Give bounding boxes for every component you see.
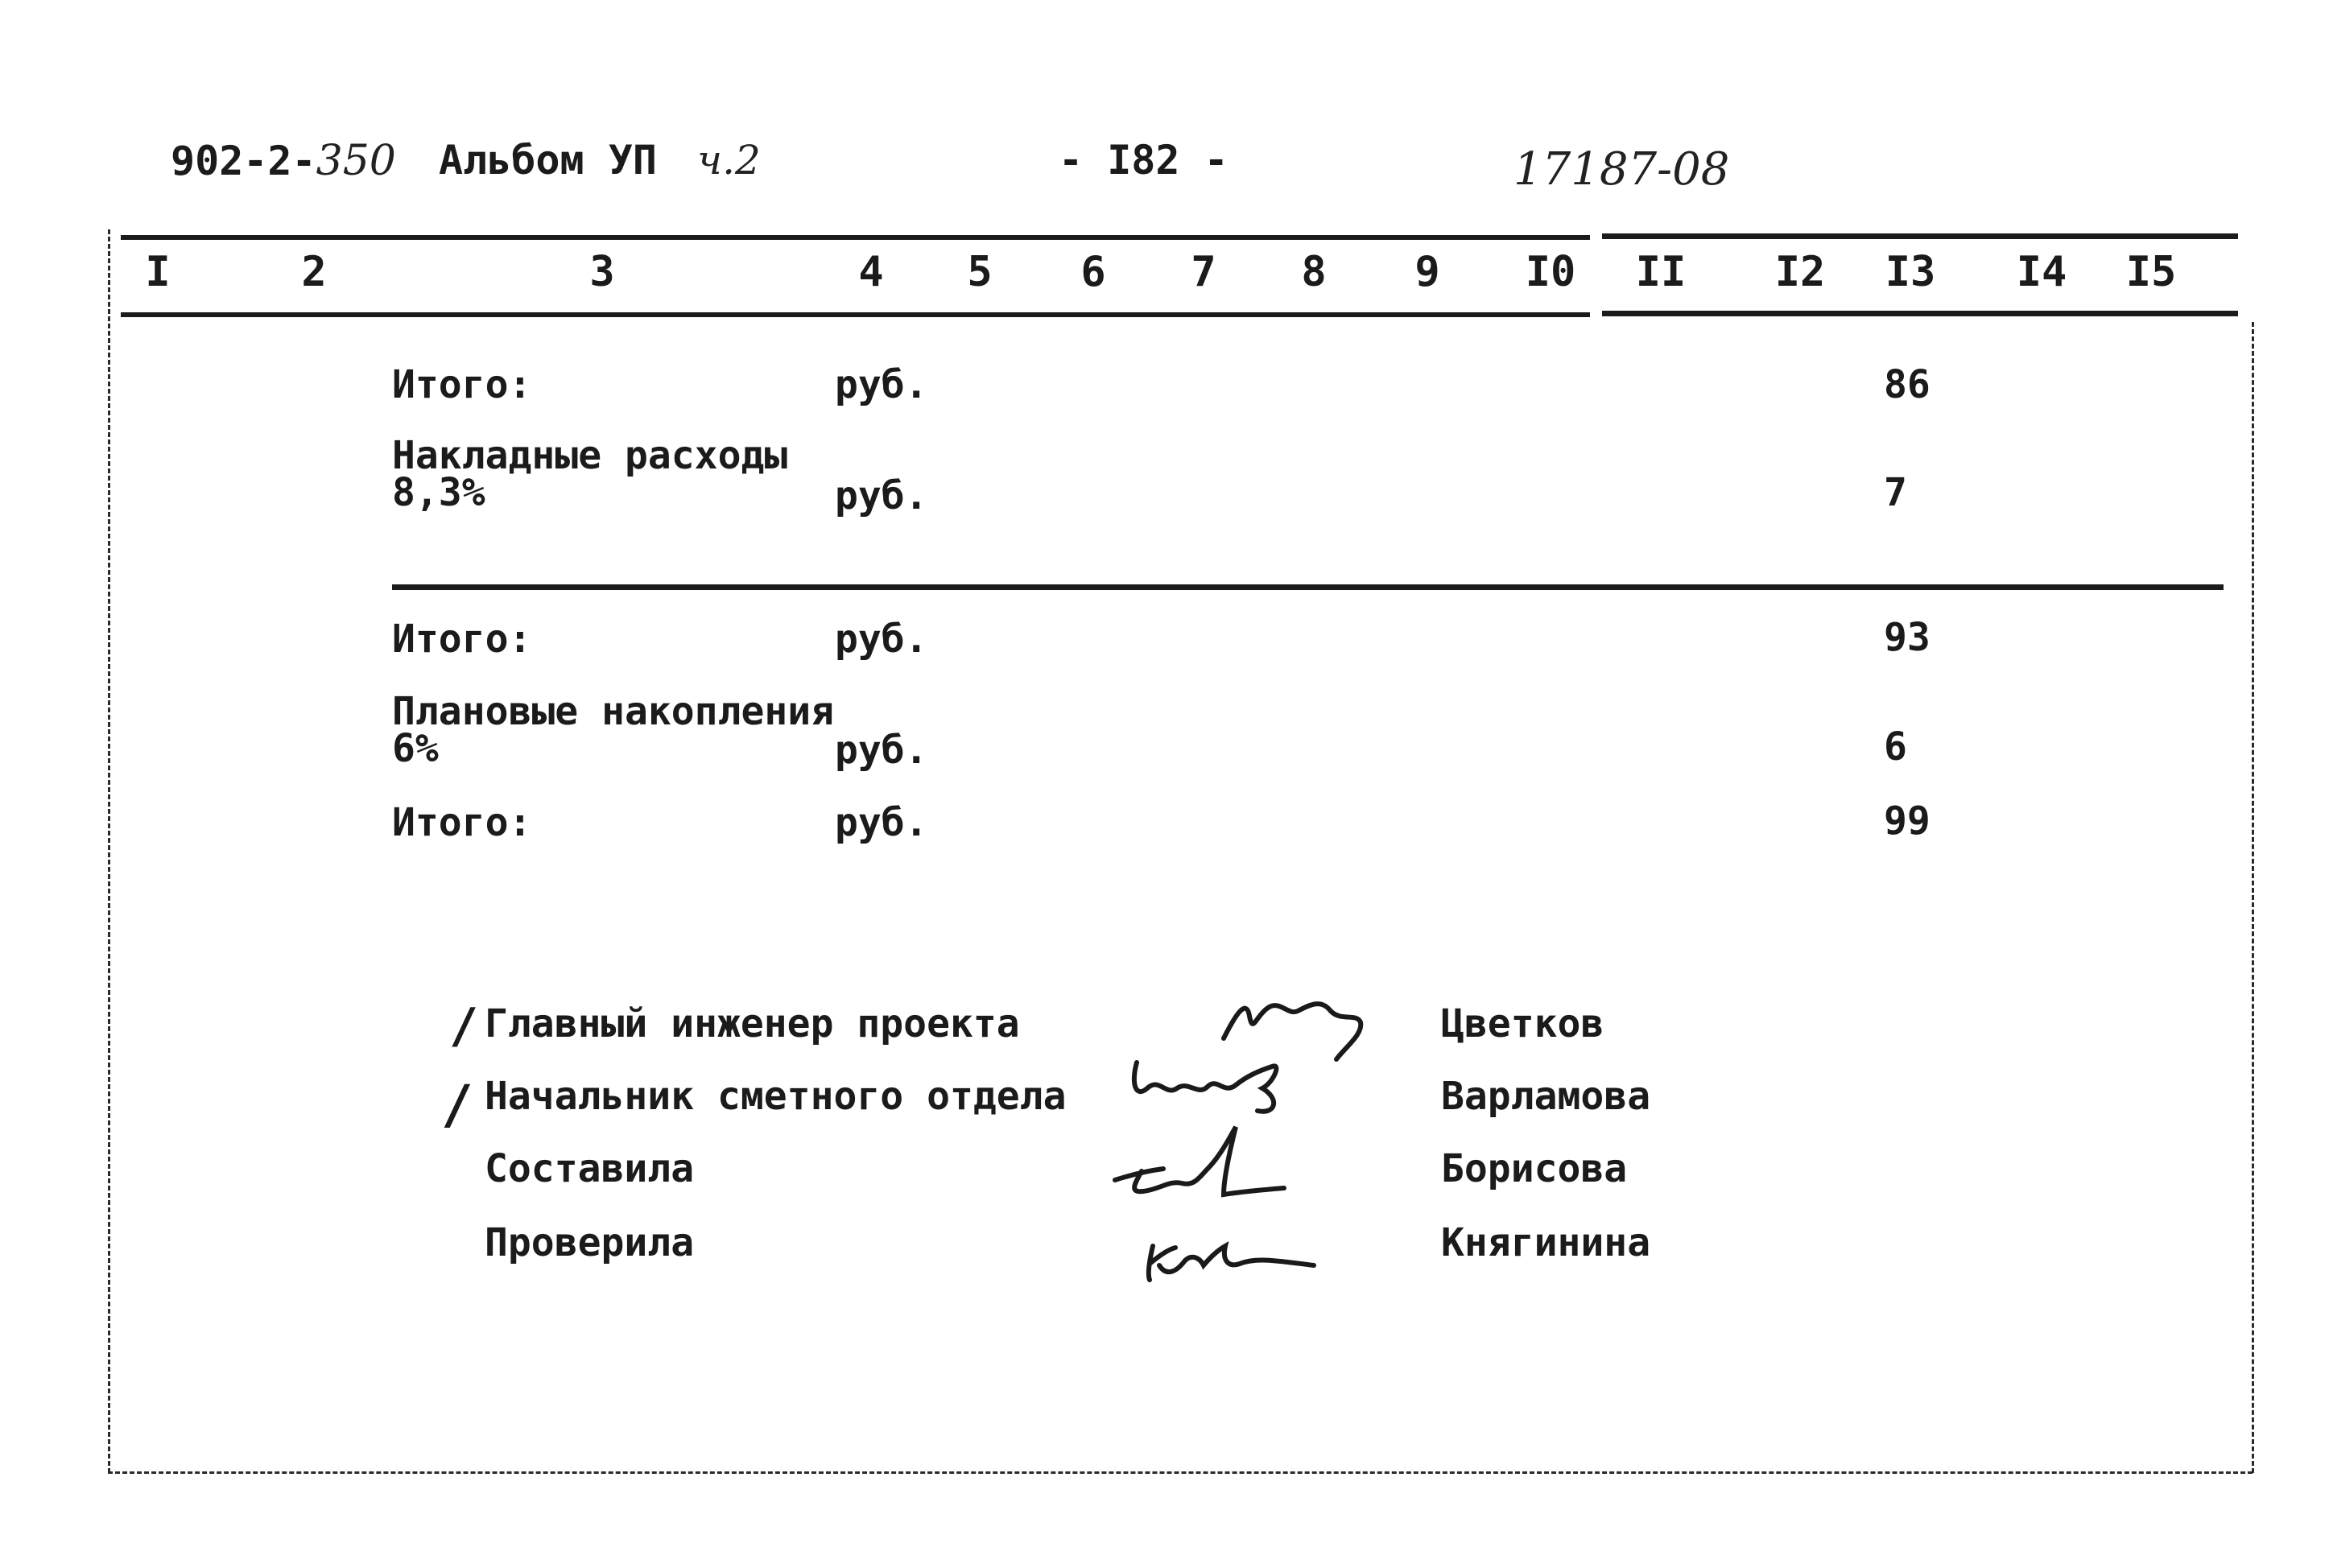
column-header: 3 xyxy=(589,248,615,296)
signature-name: Цветков xyxy=(1441,1001,1604,1046)
signature-mark: / xyxy=(449,998,479,1054)
column-header: I0 xyxy=(1525,248,1576,296)
album-part-handwritten: ч.2 xyxy=(697,137,761,184)
row-label: Итого: xyxy=(392,617,532,662)
document-code-handwritten: 350 xyxy=(316,137,396,185)
column-header: I3 xyxy=(1885,248,1936,296)
row-value: 7 xyxy=(1884,470,1907,515)
row-label-line2: 6% xyxy=(392,726,439,771)
signature-name: Борисова xyxy=(1441,1146,1628,1191)
column-header: 7 xyxy=(1191,248,1216,296)
album-label-text: Альбом УП xyxy=(439,137,657,184)
column-header: I2 xyxy=(1774,248,1826,296)
row-label: Итого: xyxy=(392,362,532,407)
column-header: I5 xyxy=(2125,248,2177,296)
row-label: Итого: xyxy=(392,800,532,845)
row-value: 86 xyxy=(1884,362,1931,407)
column-header: I xyxy=(145,248,171,296)
stamp-number-handwritten: 17187-08 xyxy=(1513,143,1730,196)
row-value: 99 xyxy=(1884,798,1931,844)
column-header: 4 xyxy=(858,248,884,296)
signature-scribble-borisova xyxy=(1115,1127,1284,1195)
page-number: - I82 - xyxy=(1059,137,1229,184)
signature-name: Княгинина xyxy=(1441,1220,1651,1265)
signature-scribble-knyaginina xyxy=(1149,1246,1314,1280)
row-label-line1: Накладные расходы xyxy=(392,433,788,478)
row-unit: руб. xyxy=(835,473,928,518)
signature-position: Проверила xyxy=(485,1220,695,1265)
signature-name: Варламова xyxy=(1441,1074,1651,1119)
signature-scribble-varlamova xyxy=(1134,1063,1276,1112)
column-header: 9 xyxy=(1414,248,1440,296)
column-header: 5 xyxy=(967,248,993,296)
column-header: II xyxy=(1635,248,1687,296)
document-code-printed: 902-2- xyxy=(171,138,316,184)
signature-position: Составила xyxy=(485,1146,695,1191)
column-header: I4 xyxy=(2016,248,2067,296)
row-unit: руб. xyxy=(835,617,928,662)
signature-position: Главный инженер проекта xyxy=(485,1001,1020,1046)
row-value: 6 xyxy=(1884,724,1907,770)
row-label-line1: Плановые накопления xyxy=(392,689,835,734)
row-unit: руб. xyxy=(835,362,928,407)
column-header: 8 xyxy=(1301,248,1327,296)
signature-mark: / xyxy=(441,1074,473,1136)
row-label-line2: 8,3% xyxy=(392,470,485,515)
signature-scribble-tsvetkov xyxy=(1224,1004,1361,1059)
row-unit: руб. xyxy=(835,800,928,845)
row-value: 93 xyxy=(1884,615,1931,660)
signature-position: Начальник сметного отдела xyxy=(485,1074,1067,1119)
column-header: 2 xyxy=(301,248,327,296)
column-header: 6 xyxy=(1080,248,1106,296)
row-unit: руб. xyxy=(835,728,928,773)
